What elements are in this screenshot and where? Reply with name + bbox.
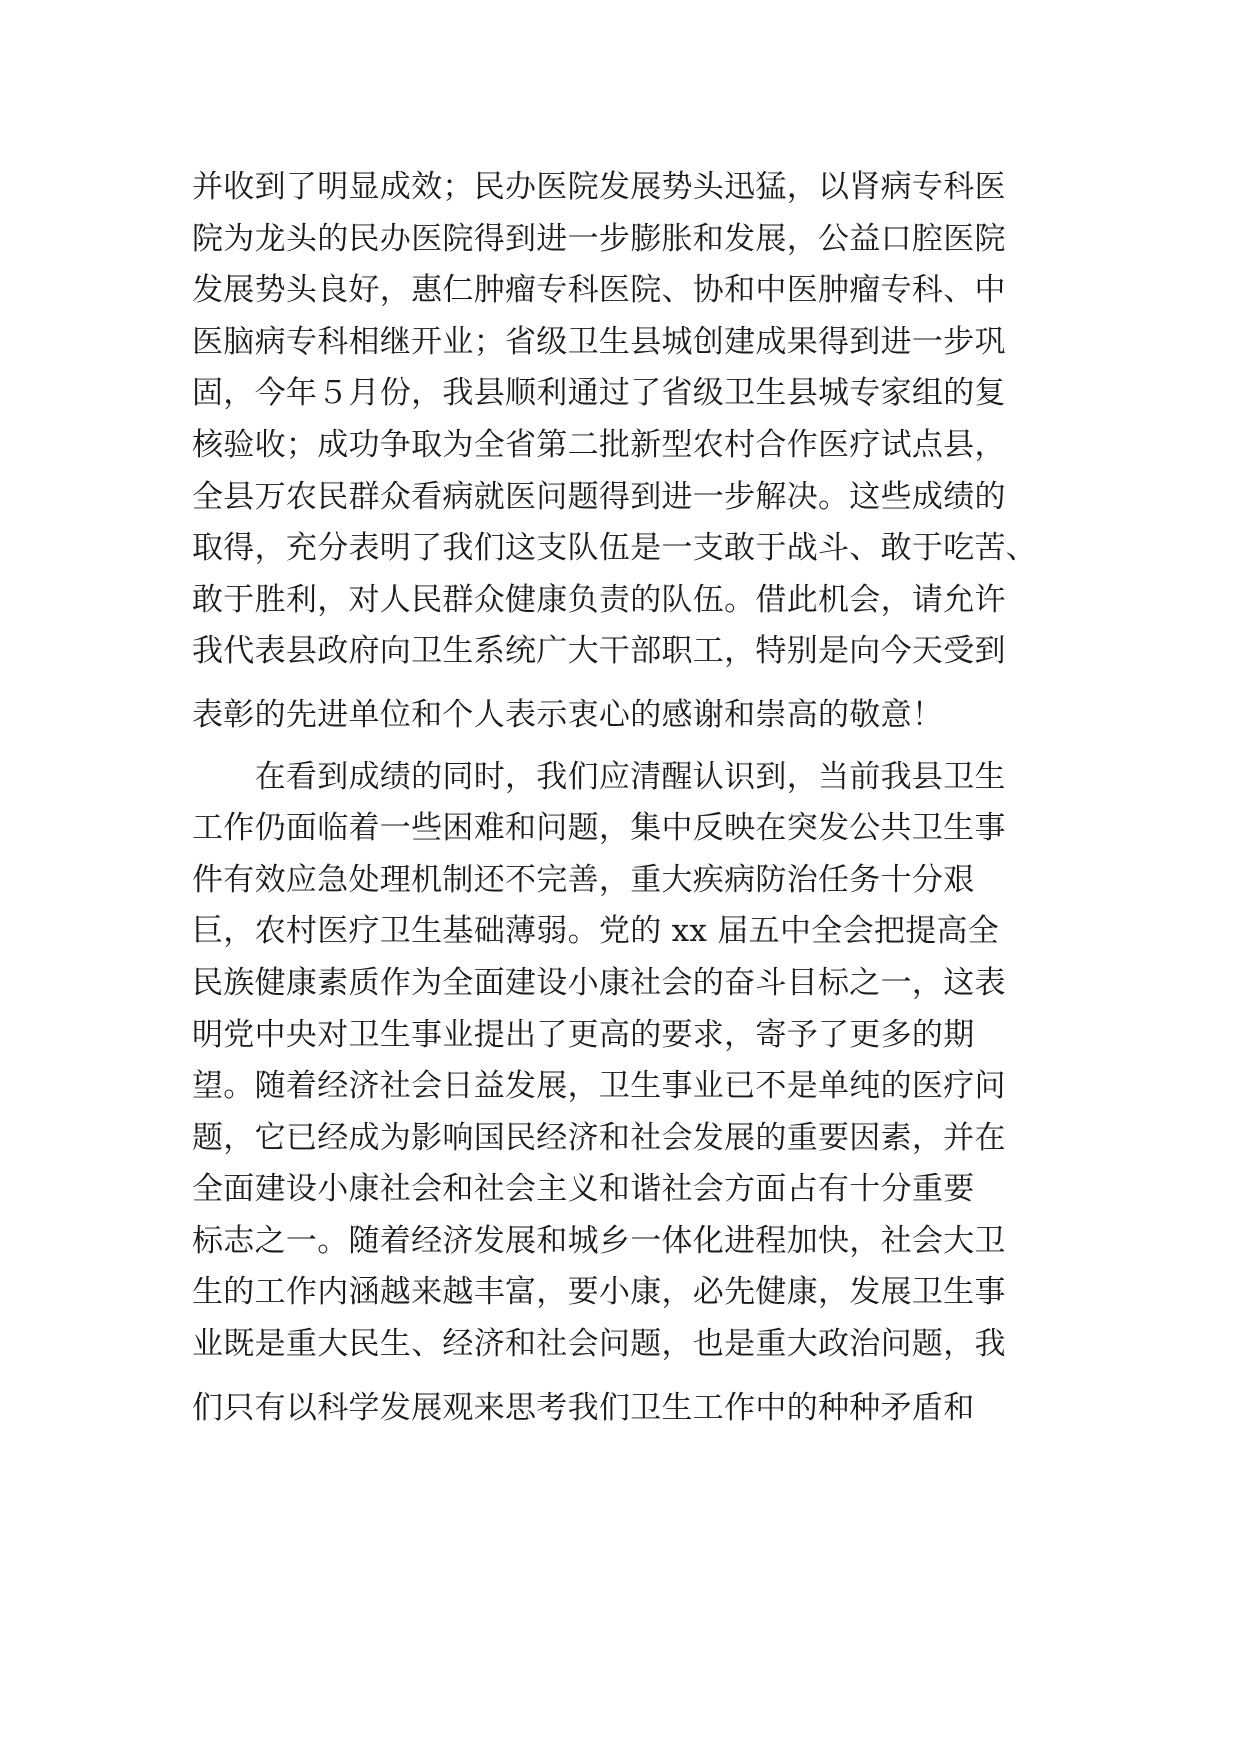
text-line: 发展势头良好，惠仁肿瘤专科医院、协和中医肿瘤专科、中 (192, 272, 1006, 309)
text-line: 全县万农民群众看病就医问题得到进一步解决。这些成绩的 (192, 478, 1006, 515)
text-line: 生的工作内涵越来越丰富，要小康，必先健康，发展卫生事 (192, 1274, 1006, 1311)
text-line: 我代表县政府向卫生系统广大干部职工，特别是向今天受到 (192, 633, 1006, 670)
text-line: 在看到成绩的同时，我们应清醒认识到，当前我县卫生 (192, 758, 1006, 795)
text-line: 取得，充分表明了我们这支队伍是一支敢于战斗、敢于吃苦、 (192, 530, 1038, 567)
text-line: 们只有以科学发展观来思考我们卫生工作中的种种矛盾和 (192, 1389, 975, 1426)
text-line: 表彰的先进单位和个人表示衷心的感谢和崇高的敬意！ (192, 696, 944, 733)
text-line: 医脑病专科相继开业；省级卫生县城创建成果得到进一步巩 (192, 323, 1006, 360)
text-line: 业既是重大民生、经济和社会问题，也是重大政治问题，我 (192, 1326, 1006, 1363)
paragraph-1 (192, 162, 1072, 742)
text-line: 敢于胜利，对人民群众健康负责的队伍。借此机会，请允许 (192, 581, 1006, 618)
text-line: 固，今年５月份，我县顺利通过了省级卫生县城专家组的复 (192, 375, 1006, 412)
text-line: 题，它已经成为影响国民经济和社会发展的重要因素，并在 (192, 1119, 1006, 1156)
text-line: 核验收；成功争取为全省第二批新型农村合作医疗试点县， (192, 426, 1006, 463)
text-line: 并收到了明显成效；民办医院发展势头迅猛，以肾病专科医 (192, 169, 1006, 205)
text-line: 巨，农村医疗卫生基础薄弱。党的 xx 届五中全会把提高全 (192, 913, 1000, 950)
text-line: 件有效应急处理机制还不完善，重大疾病防治任务十分艰 (192, 861, 975, 898)
text-line: 全面建设小康社会和社会主义和谐社会方面占有十分重要 (192, 1171, 975, 1208)
text-line: 标志之一。随着经济发展和城乡一体化进程加快，社会大卫 (192, 1222, 1006, 1259)
paragraph-2 (192, 752, 1072, 1435)
text-line: 院为龙头的民办医院得到进一步膨胀和发展，公益口腔医院 (192, 220, 1006, 257)
text-line: 明党中央对卫生事业提出了更高的要求，寄予了更多的期 (192, 1016, 975, 1053)
text-line: 工作仍面临着一些困难和问题，集中反映在突发公共卫生事 (192, 810, 1006, 847)
body-text (192, 162, 1072, 1434)
text-line: 望。随着经济社会日益发展，卫生事业已不是单纯的医疗问 (192, 1068, 1006, 1105)
text-line: 民族健康素质作为全面建设小康社会的奋斗目标之一，这表 (192, 964, 1006, 1001)
